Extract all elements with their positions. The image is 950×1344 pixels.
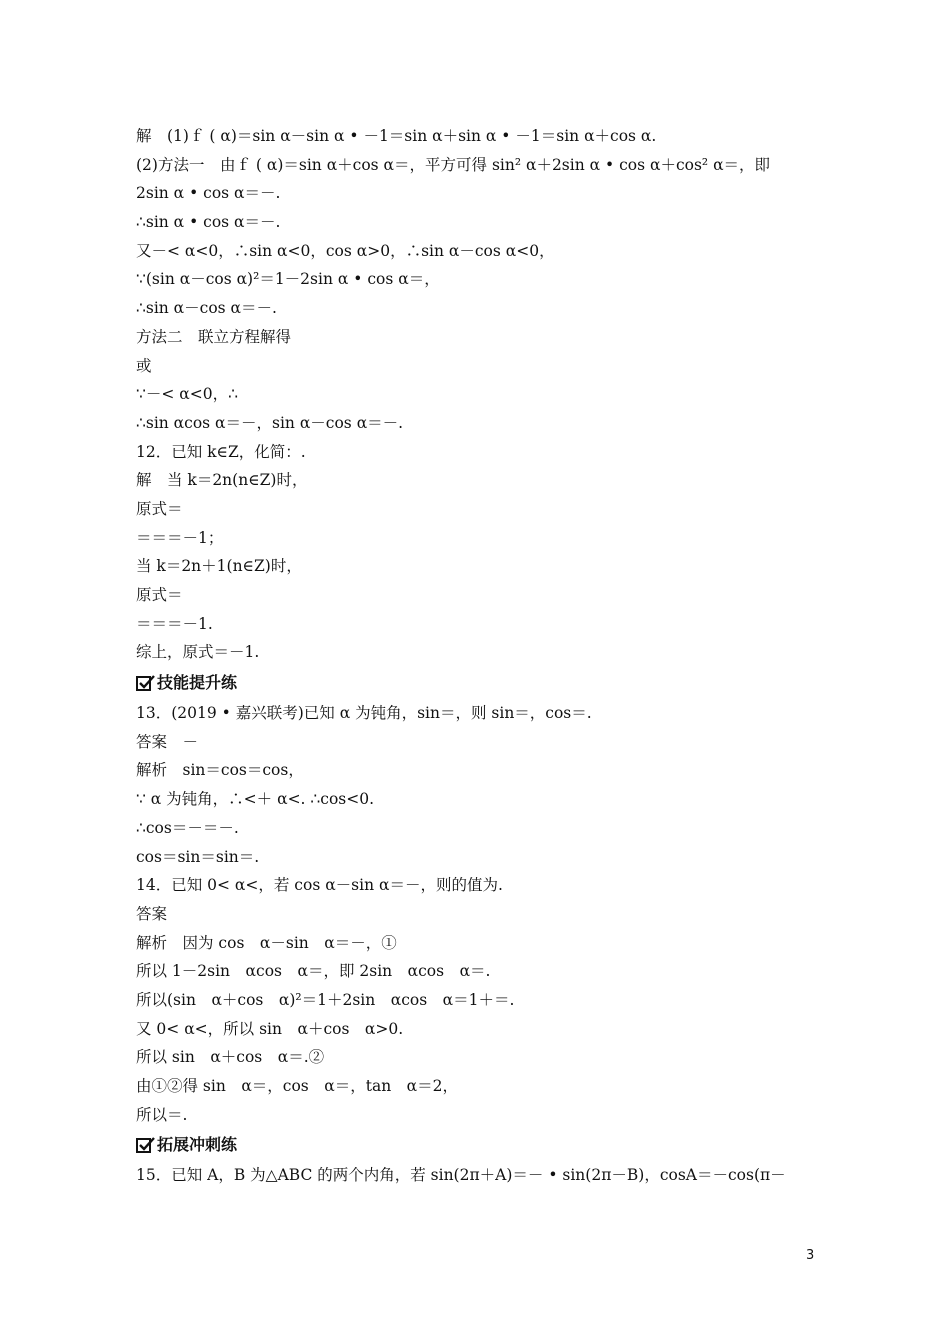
text-line: 所以＝. (136, 1105, 188, 1124)
text-line: 所以 sin α＋cos α＝.② (136, 1048, 325, 1067)
section-heading-extend (136, 1129, 826, 1161)
text-line: 解 当 k＝2n(n∈Z)时， (136, 471, 308, 490)
checkbox-check-icon (136, 1138, 151, 1153)
text-line: cos＝sin＝sin＝. (136, 847, 260, 866)
text-line: 方法二 联立方程解得 (136, 327, 292, 346)
text-line: 答案 (136, 904, 168, 923)
text-line: ＝＝＝－1. (136, 614, 213, 633)
text-line: (2)方法一 由ｆ ( α)＝sin α＋cos α＝，平方可得 sin² α＋2sin α • cos α＋cos² α＝，即 (136, 155, 771, 174)
text-line: 由①②得 sin α＝，cos α＝，tan α＝2， (136, 1077, 459, 1095)
text-line: 12．已知 k∈Z，化简：. (136, 442, 306, 461)
text-line: ∵－< α<0，∴ (136, 385, 238, 404)
text-line: 答案 － (136, 732, 199, 751)
section-heading-label: 技能提升练 (157, 673, 238, 693)
checkbox-check-icon (136, 676, 151, 691)
text-line: 原式＝ (136, 499, 183, 518)
text-line: ∴cos＝－＝－. (136, 818, 239, 837)
page-number: 3 (806, 1248, 815, 1263)
text-line: 2sin α • cos α＝－. (136, 184, 281, 203)
section-heading-label: 拓展冲刺练 (157, 1135, 238, 1155)
text-line: 13．(2019 • 嘉兴联考)已知 α 为钝角，sin＝，则 sin＝，cos＝. (136, 704, 592, 723)
text-line: 14．已知 0< α<，若 cos α－sin α＝－，则的值为. (136, 876, 503, 895)
text-line: ∵(sin α－cos α)²＝1－2sin α • cos α＝， (136, 270, 440, 289)
text-line: ∴sin α－cos α＝－. (136, 299, 277, 318)
content (136, 122, 826, 1190)
text-line: 所以 1－2sin αcos α＝，即 2sin αcos α＝. (136, 962, 491, 981)
text-line: 又－< α<0，∴sin α<0，cos α>0，∴sin α－cos α<0， (136, 241, 555, 260)
text-line: 综上，原式＝－1. (136, 643, 260, 662)
text-line: 当 k＝2n＋1(n∈Z)时， (136, 557, 302, 576)
text-line: 解析 sin＝cos＝cos， (136, 761, 304, 780)
text-line: ＝＝＝－1； (136, 528, 224, 547)
text-line: 又 0< α<，所以 sin α＋cos α>0. (136, 1019, 404, 1038)
text-line: ∵ α 为钝角，∴<＋ α<. ∴cos<0. (136, 790, 375, 809)
text-line: 解析 因为 cos α－sin α＝－，① (136, 933, 397, 952)
text-line: 15．已知 A，B 为△ABC 的两个内角，若 sin(2π＋A)＝－ • sin(2π－B)，cosA＝－cos(π－ (136, 1166, 786, 1185)
text-line: 解 (1)ｆ ( α)＝sin α－sin α • －1＝sin α＋sin α • －1＝sin α＋cos α. (136, 127, 657, 145)
text-line: 所以(sin α＋cos α)²＝1＋2sin αcos α＝1＋＝. (136, 990, 515, 1009)
section-heading-skill (136, 667, 826, 699)
text-line: 原式＝ (136, 586, 183, 604)
text-line: ∴sin αcos α＝－，sin α－cos α＝－. (136, 413, 404, 432)
text-line: ∴sin α • cos α＝－. (136, 213, 281, 232)
text-line: 或 (136, 356, 152, 375)
